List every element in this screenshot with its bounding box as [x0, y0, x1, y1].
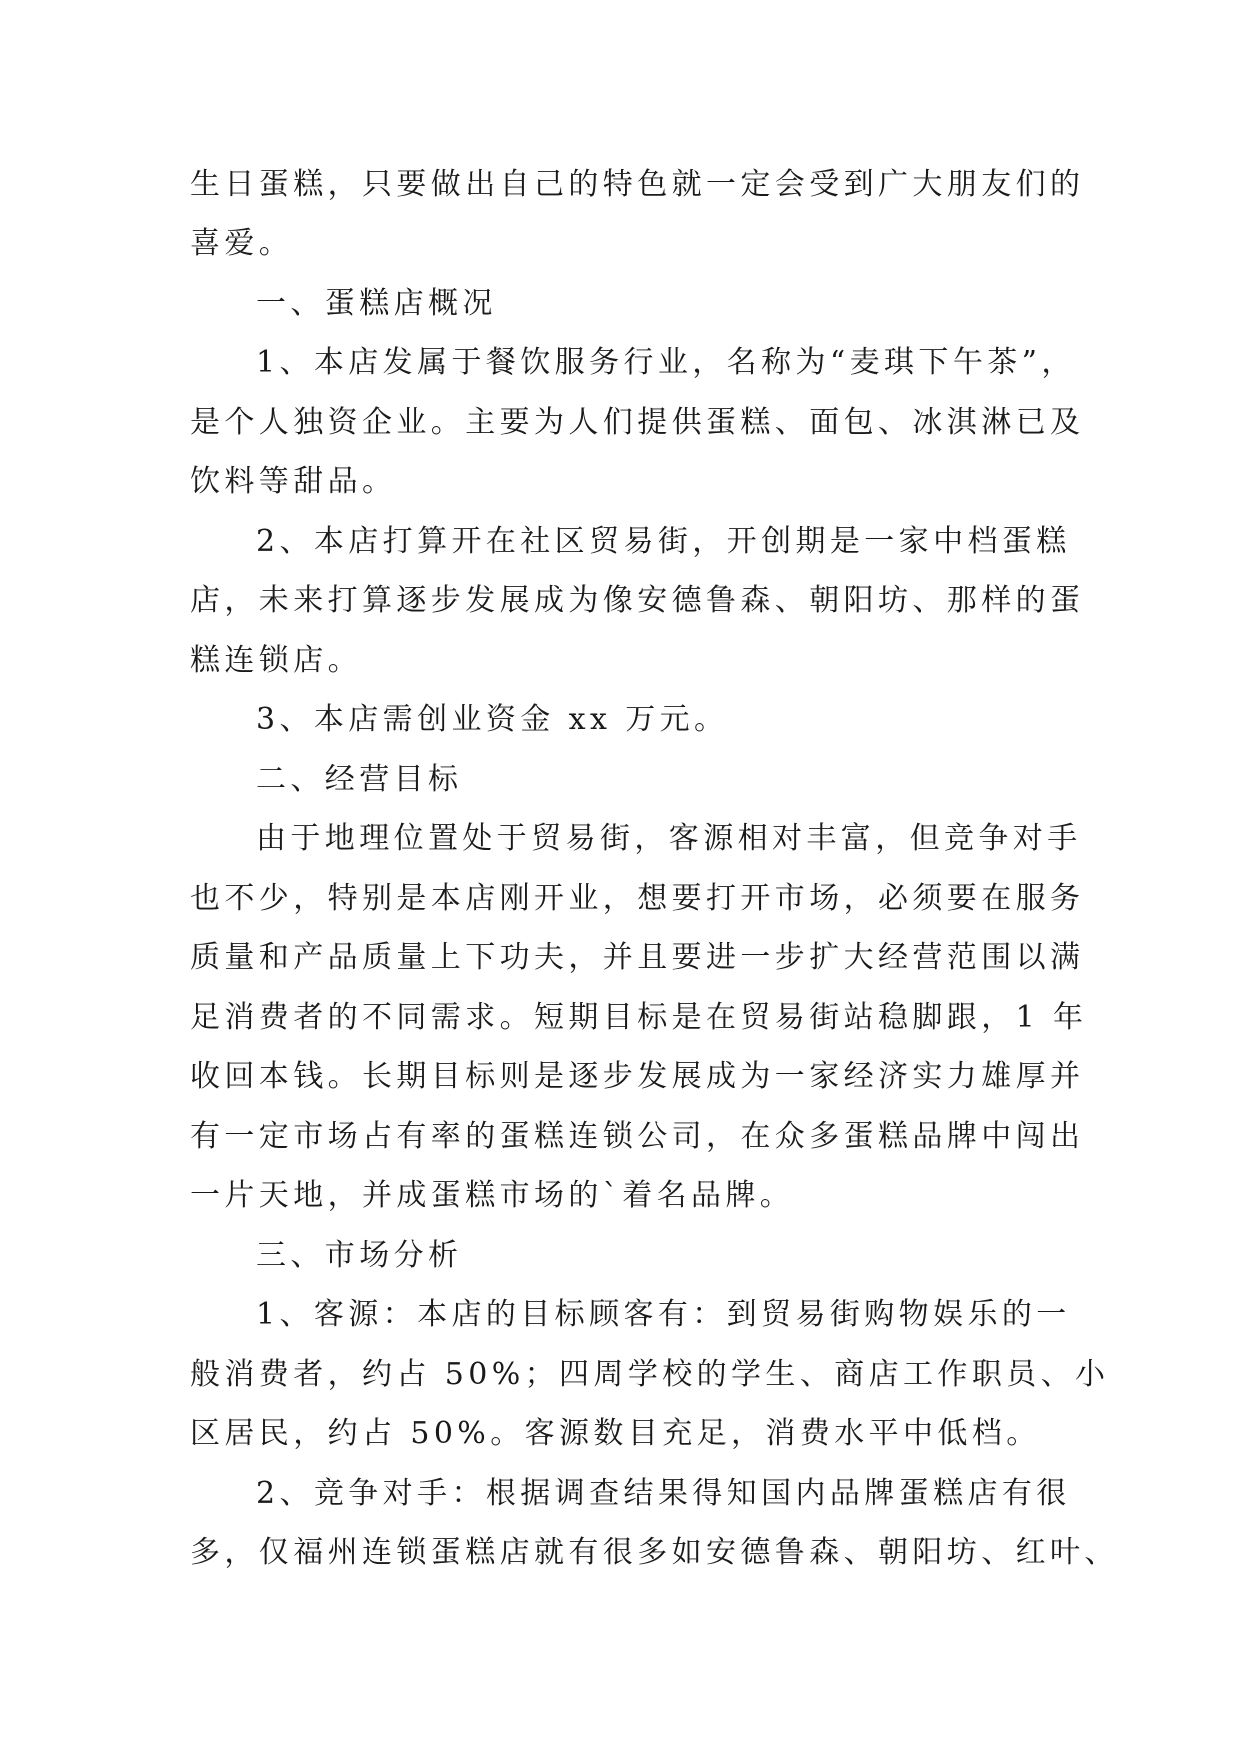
section-heading: 二、经营目标 [256, 762, 463, 797]
text-line: 3、本店需创业资金 xx 万元。 [256, 702, 729, 737]
text-line: 般消费者，约占 50%；四周学校的学生、商店工作职员、小 [190, 1357, 1110, 1392]
text-line: 区居民，约占 50%。客源数目充足，消费水平中低档。 [190, 1416, 1041, 1451]
section-heading: 三、市场分析 [256, 1238, 463, 1273]
text-line: 足消费者的不同需求。短期目标是在贸易街站稳脚跟，1 年 [190, 1000, 1088, 1035]
text-line: 是个人独资企业。主要为人们提供蛋糕、面包、冰淇淋已及 [190, 405, 1085, 440]
text-line: 喜爱。 [190, 226, 294, 261]
text-line: 2、本店打算开在社区贸易街，开创期是一家中档蛋糕 [256, 524, 1071, 559]
text-line: 店，未来打算逐步发展成为像安德鲁森、朝阳坊、那样的蛋 [190, 583, 1085, 618]
text-line: 1、本店发属于餐饮服务行业，名称为“麦琪下午茶”， [256, 345, 1076, 380]
text-line: 也不少，特别是本店刚开业，想要打开市场，必须要在服务 [190, 881, 1085, 916]
text-line: 糕连锁店。 [190, 643, 362, 678]
text-line: 饮料等甜品。 [190, 464, 397, 499]
text-line: 收回本钱。长期目标则是逐步发展成为一家经济实力雄厚并 [190, 1059, 1085, 1094]
section-heading: 一、蛋糕店概况 [256, 286, 497, 321]
text-line: 生日蛋糕，只要做出自己的特色就一定会受到广大朋友们的 [190, 167, 1085, 202]
text-line: 一片天地，并成蛋糕市场的`着名品牌。 [190, 1178, 795, 1213]
text-line: 2、竞争对手：根据调查结果得知国内品牌蛋糕店有很 [256, 1476, 1071, 1511]
text-line: 1、客源：本店的目标顾客有：到贸易街购物娱乐的一 [256, 1297, 1071, 1332]
text-line: 质量和产品质量上下功夫，并且要进一步扩大经营范围以满 [190, 940, 1085, 975]
text-line: 由于地理位置处于贸易街，客源相对丰富，但竞争对手 [256, 821, 1082, 856]
text-line: 多，仅福州连锁蛋糕店就有很多如安德鲁森、朝阳坊、红叶、 [190, 1535, 1119, 1570]
text-line: 有一定市场占有率的蛋糕连锁公司，在众多蛋糕品牌中闯出 [190, 1119, 1085, 1154]
